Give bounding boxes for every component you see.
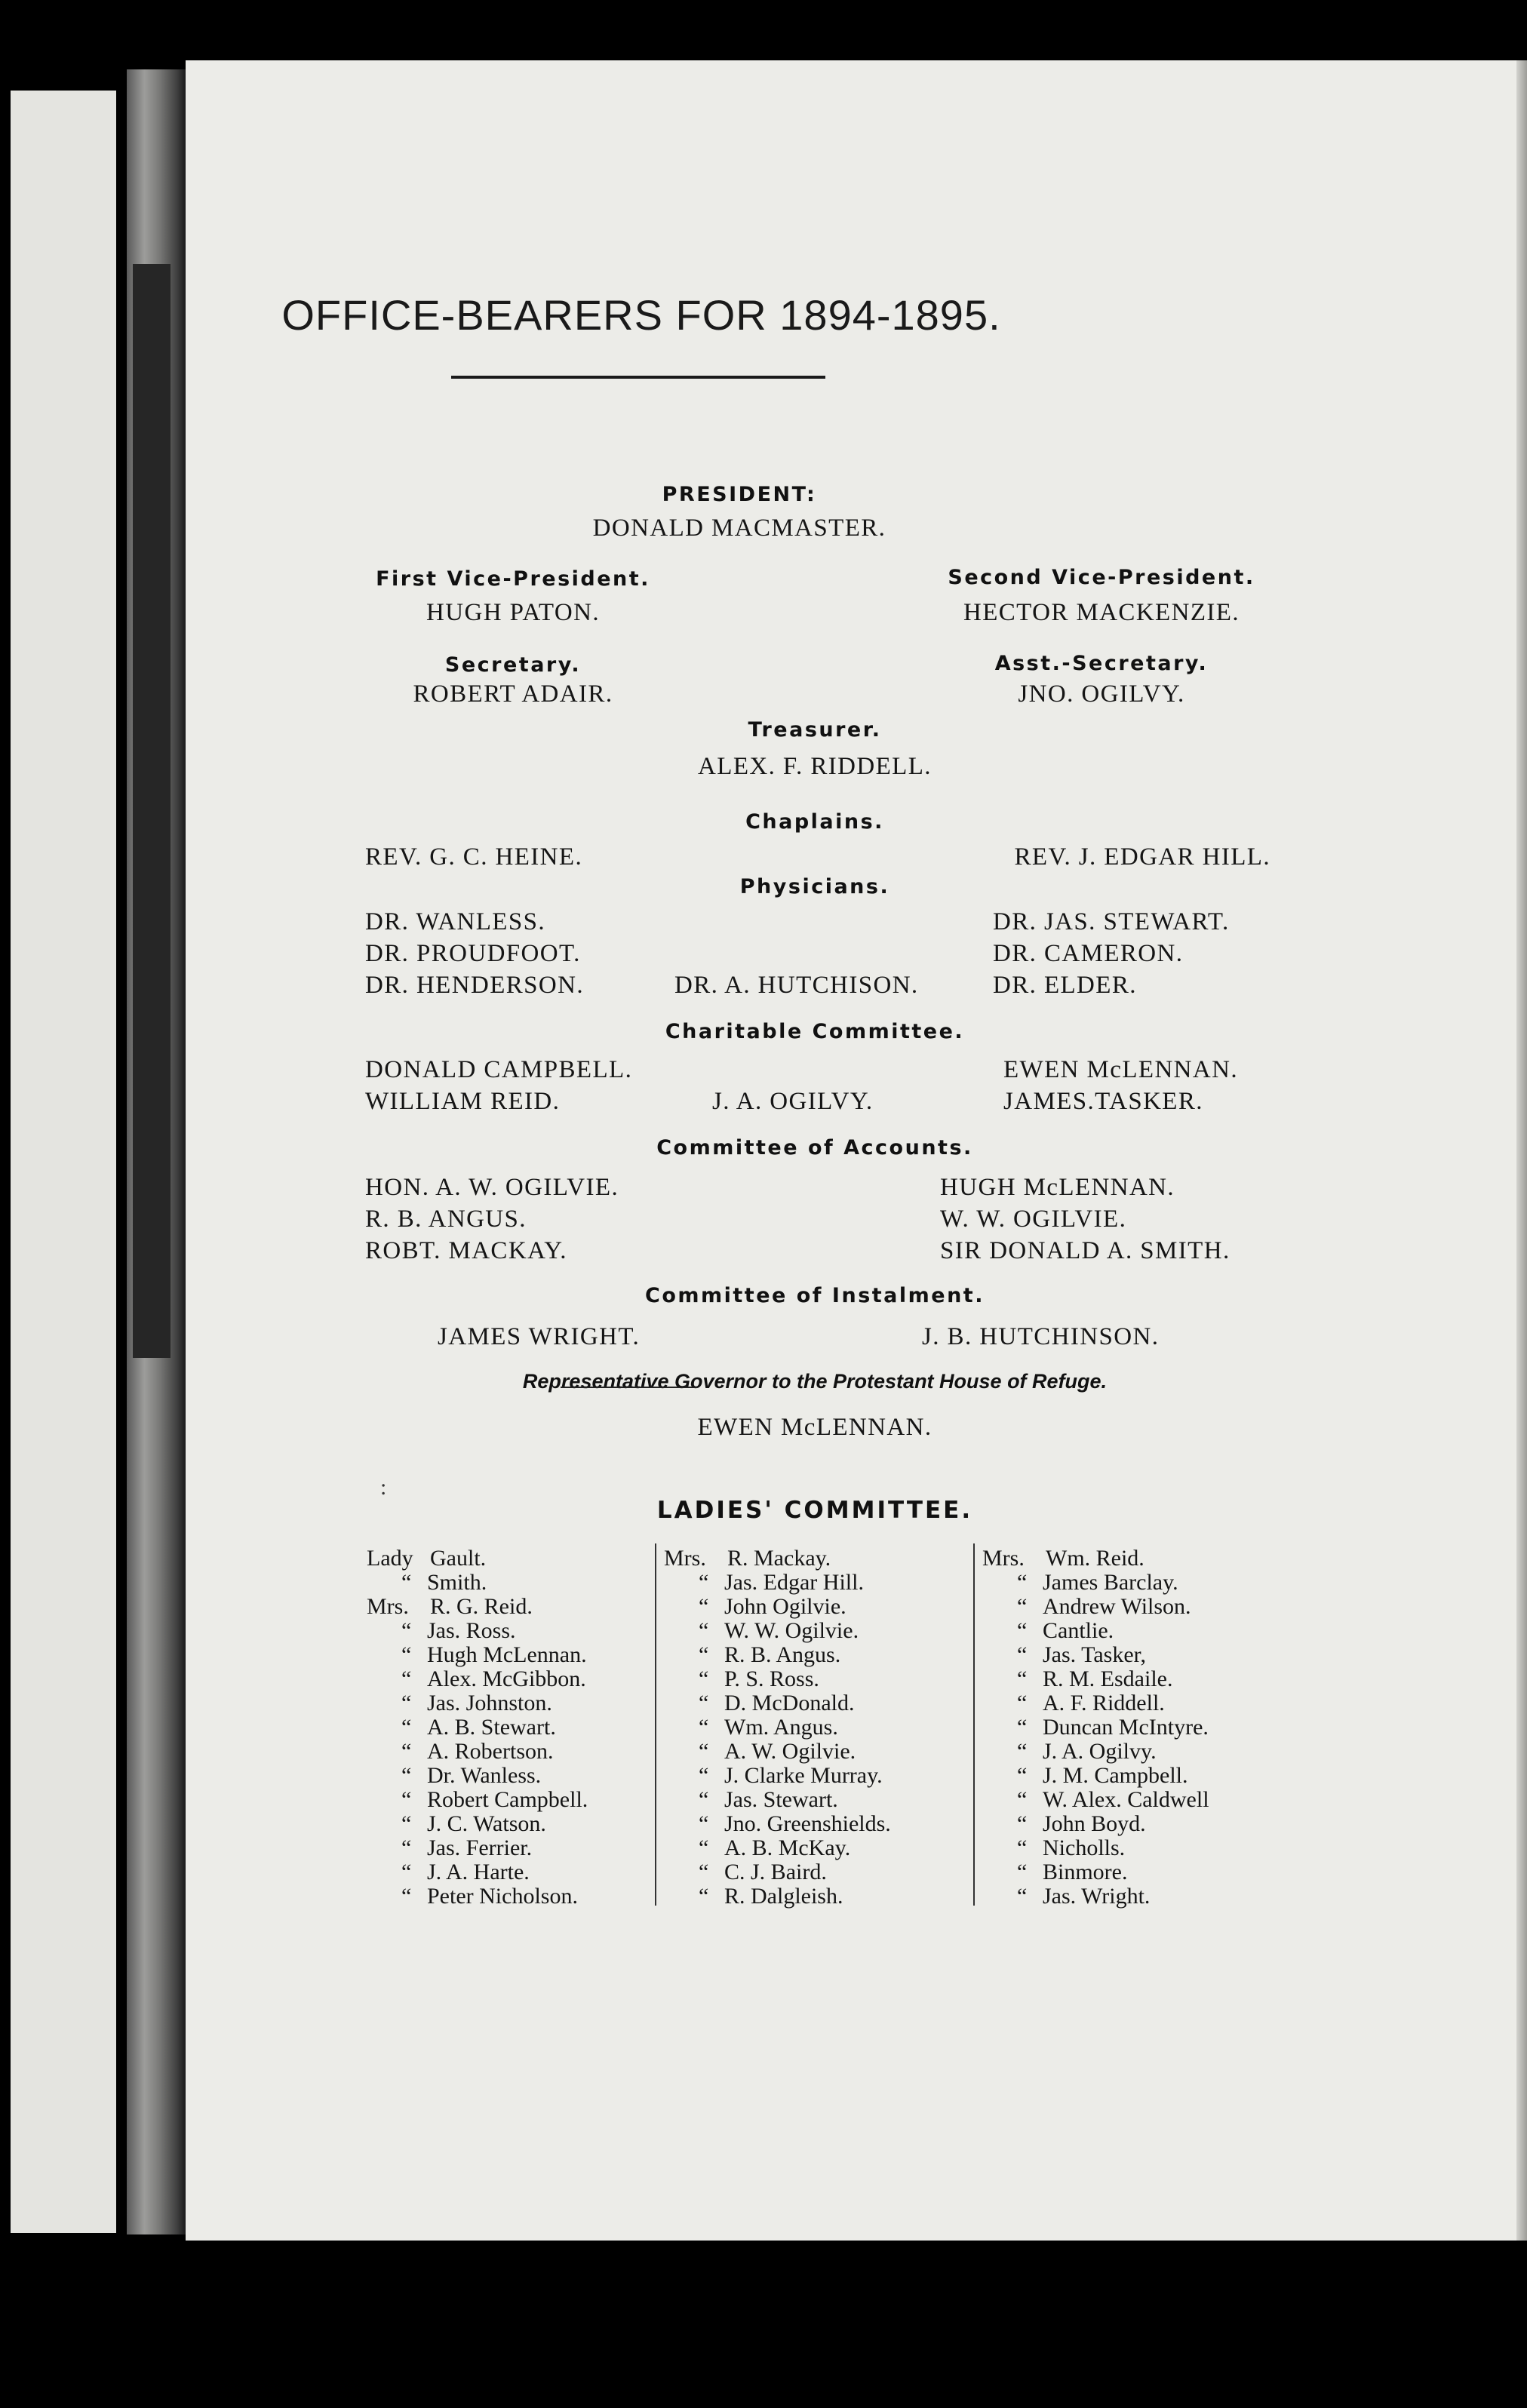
ladies-list-item	[982, 1595, 1209, 1619]
ditto-mark: “	[1017, 1860, 1028, 1884]
ladies-list-item	[664, 1667, 891, 1691]
accounts-right-1: HUGH McLENNAN.	[940, 1174, 1175, 1201]
physician-right-3: DR. ELDER.	[993, 972, 1137, 999]
accounts-left-3: ROBT. MACKAY.	[365, 1237, 567, 1264]
member-name: Jas. Johnston.	[427, 1691, 552, 1715]
ditto-mark: “	[401, 1835, 412, 1860]
ladies-list-item	[982, 1571, 1209, 1595]
ladies-list-item	[664, 1691, 891, 1715]
ladies-list-item	[982, 1546, 1209, 1571]
first-vice-president-heading: First Vice-President.	[376, 567, 650, 591]
member-name: J. M. Campbell.	[1043, 1763, 1188, 1788]
committee-of-accounts-heading: Committee of Accounts.	[656, 1136, 973, 1159]
ditto-mark: “	[1017, 1739, 1028, 1764]
ditto-mark: “	[1017, 1666, 1028, 1691]
representative-governor-heading: Representative Governor to the Protestant House of Refuge.	[522, 1370, 1108, 1393]
instalment-left: JAMES WRIGHT.	[438, 1323, 641, 1350]
ditto-mark: “	[699, 1835, 709, 1860]
member-name: James Barclay.	[1043, 1570, 1178, 1595]
representative-governor-name: EWEN McLENNAN.	[697, 1414, 932, 1441]
ladies-list-item	[982, 1715, 1209, 1740]
member-title: Mrs.	[982, 1546, 1025, 1571]
physician-left-1: DR. WANLESS.	[365, 908, 545, 935]
ladies-list-item	[982, 1740, 1209, 1764]
ladies-list-item	[982, 1619, 1209, 1643]
member-name: Wm. Reid.	[1046, 1546, 1144, 1571]
member-name: J. C. Watson.	[427, 1811, 546, 1836]
chaplain-right: REV. J. EDGAR HILL.	[1014, 843, 1270, 871]
ladies-list-item	[982, 1812, 1209, 1836]
member-name: Dr. Wanless.	[427, 1763, 542, 1788]
secretary-heading: Secretary.	[444, 653, 582, 677]
member-name: Jas. Tasker,	[1043, 1642, 1146, 1667]
ladies-list-item	[664, 1740, 891, 1764]
ditto-mark: “	[699, 1811, 709, 1836]
instalment-right: J. B. HUTCHINSON.	[922, 1323, 1160, 1350]
ladies-list-item	[367, 1595, 588, 1619]
spine-shadow	[133, 264, 171, 1358]
ditto-mark: “	[699, 1763, 709, 1788]
ladies-list-item	[367, 1860, 588, 1884]
ditto-mark: “	[1017, 1835, 1028, 1860]
second-vice-president-name: HECTOR MACKENZIE.	[963, 599, 1240, 626]
member-name: Jas. Stewart.	[724, 1787, 838, 1812]
adjacent-page-fragment	[11, 91, 116, 2233]
member-name: R. Mackay.	[727, 1546, 831, 1571]
member-name: Cantlie.	[1043, 1618, 1114, 1643]
member-name: A. B. McKay.	[724, 1835, 851, 1860]
accounts-right-3: SIR DONALD A. SMITH.	[940, 1237, 1231, 1264]
ladies-list-item	[367, 1788, 588, 1812]
committee-of-instalment-heading: Committee of Instalment.	[645, 1284, 985, 1307]
ditto-mark: “	[401, 1691, 412, 1715]
ladies-list-item	[367, 1546, 588, 1571]
physicians-heading: Physicians.	[739, 875, 890, 898]
physician-left-2: DR. PROUDFOOT.	[365, 940, 581, 967]
ditto-mark: “	[401, 1811, 412, 1836]
ditto-mark: “	[401, 1787, 412, 1812]
ditto-mark: “	[401, 1642, 412, 1667]
member-name: R. B. Angus.	[724, 1642, 841, 1667]
member-name: P. S. Ross.	[724, 1666, 819, 1691]
ladies-list-item	[982, 1643, 1209, 1667]
treasurer-name: ALEX. F. RIDDELL.	[698, 753, 932, 780]
page-right-edge	[1516, 60, 1527, 2241]
member-name: Duncan McIntyre.	[1043, 1715, 1209, 1740]
ditto-mark: “	[699, 1691, 709, 1715]
ladies-list-item	[367, 1619, 588, 1643]
ladies-list-item	[367, 1884, 588, 1909]
ditto-mark: “	[699, 1594, 709, 1619]
ladies-list-item	[664, 1836, 891, 1860]
section-ornament-rule	[561, 1387, 698, 1388]
ditto-mark: “	[401, 1739, 412, 1764]
member-name: A. W. Ogilvie.	[724, 1739, 856, 1764]
member-name: John Boyd.	[1043, 1811, 1146, 1836]
member-name: John Ogilvie.	[724, 1594, 846, 1619]
ladies-list-item	[982, 1667, 1209, 1691]
ladies-list-item	[982, 1788, 1209, 1812]
president-name: DONALD MACMASTER.	[592, 514, 886, 542]
ditto-mark: “	[401, 1884, 412, 1909]
ditto-mark: “	[1017, 1642, 1028, 1667]
ditto-mark: “	[401, 1570, 412, 1595]
ladies-column-3	[982, 1546, 1209, 1909]
ladies-list-item	[664, 1788, 891, 1812]
member-name: Andrew Wilson.	[1043, 1594, 1191, 1619]
treasurer-heading: Treasurer.	[748, 718, 882, 742]
ladies-list-item	[367, 1571, 588, 1595]
ladies-list-item	[367, 1812, 588, 1836]
second-vice-president-heading: Second Vice-President.	[948, 566, 1255, 589]
member-name: Smith.	[427, 1570, 487, 1595]
ladies-list-item	[664, 1860, 891, 1884]
member-name: Binmore.	[1043, 1860, 1128, 1884]
charitable-center: J. A. OGILVY.	[712, 1088, 874, 1115]
president-heading: PRESIDENT:	[662, 483, 817, 506]
ditto-mark: “	[1017, 1618, 1028, 1643]
charitable-committee-heading: Charitable Committee.	[665, 1020, 965, 1043]
column-divider	[655, 1543, 656, 1906]
member-name: Wm. Angus.	[724, 1715, 838, 1740]
asst-secretary-heading: Asst.-Secretary.	[994, 652, 1209, 675]
accounts-left-2: R. B. ANGUS.	[365, 1206, 527, 1233]
member-name: Jas. Ross.	[427, 1618, 516, 1643]
member-name: R. G. Reid.	[430, 1594, 533, 1619]
asst-secretary-name: JNO. OGILVY.	[1018, 680, 1185, 708]
chaplains-heading: Chaplains.	[745, 810, 884, 834]
member-name: J. A. Ogilvy.	[1043, 1739, 1157, 1764]
ladies-list-item	[982, 1764, 1209, 1788]
ladies-list-item	[664, 1715, 891, 1740]
ditto-mark: “	[401, 1763, 412, 1788]
ditto-mark: “	[401, 1860, 412, 1884]
member-name: Jas. Wright.	[1043, 1884, 1151, 1909]
ditto-mark: “	[401, 1666, 412, 1691]
physician-left-3: DR. HENDERSON.	[365, 972, 585, 999]
member-name: R. Dalgleish.	[724, 1884, 843, 1909]
ditto-mark: “	[1017, 1787, 1028, 1812]
ladies-list-item	[664, 1764, 891, 1788]
ladies-list-item	[982, 1691, 1209, 1715]
ditto-mark: “	[1017, 1811, 1028, 1836]
charitable-right-2: JAMES.TASKER.	[1003, 1088, 1203, 1115]
ladies-list-item	[664, 1619, 891, 1643]
physician-center: DR. A. HUTCHISON.	[674, 972, 919, 999]
charitable-right-1: EWEN McLENNAN.	[1003, 1056, 1239, 1083]
member-name: A. F. Riddell.	[1043, 1691, 1165, 1715]
ladies-list-item	[367, 1740, 588, 1764]
secretary-name: ROBERT ADAIR.	[413, 680, 613, 708]
member-name: Jas. Edgar Hill.	[724, 1570, 864, 1595]
ditto-mark: “	[1017, 1570, 1028, 1595]
accounts-left-1: HON. A. W. OGILVIE.	[365, 1174, 619, 1201]
member-name: Robert Campbell.	[427, 1787, 588, 1812]
member-name: D. McDonald.	[724, 1691, 855, 1715]
member-name: J. Clarke Murray.	[724, 1763, 883, 1788]
member-name: J. A. Harte.	[427, 1860, 530, 1884]
ditto-mark: “	[401, 1715, 412, 1740]
ladies-list-item	[664, 1812, 891, 1836]
ladies-list-item	[367, 1715, 588, 1740]
ladies-list-item	[982, 1884, 1209, 1909]
charitable-left-1: DONALD CAMPBELL.	[365, 1056, 633, 1083]
member-name: Alex. McGibbon.	[427, 1666, 586, 1691]
ditto-mark: “	[1017, 1594, 1028, 1619]
member-name: A. Robertson.	[427, 1739, 554, 1764]
member-name: A. B. Stewart.	[427, 1715, 556, 1740]
ladies-list-item	[982, 1836, 1209, 1860]
member-name: Jno. Greenshields.	[724, 1811, 891, 1836]
ladies-list-item	[664, 1643, 891, 1667]
member-title: Lady	[367, 1546, 413, 1571]
member-name: Nicholls.	[1043, 1835, 1126, 1860]
ladies-column-2	[664, 1546, 891, 1909]
ladies-list-item	[367, 1764, 588, 1788]
ladies-committee-heading: LADIES' COMMITTEE.	[656, 1497, 973, 1524]
ditto-mark: “	[699, 1666, 709, 1691]
ditto-mark: “	[401, 1618, 412, 1643]
ditto-mark: “	[699, 1642, 709, 1667]
physician-right-2: DR. CAMERON.	[993, 940, 1184, 967]
ladies-list-item	[664, 1884, 891, 1909]
member-name: Jas. Ferrier.	[427, 1835, 533, 1860]
ditto-mark: “	[699, 1570, 709, 1595]
column-divider	[973, 1543, 975, 1906]
first-vice-president-name: HUGH PATON.	[426, 599, 600, 626]
charitable-left-2: WILLIAM REID.	[365, 1088, 561, 1115]
ditto-mark: “	[699, 1715, 709, 1740]
member-title: Mrs.	[664, 1546, 706, 1571]
page-title: OFFICE-BEARERS FOR 1894-1895.	[281, 291, 1001, 339]
accounts-right-2: W. W. OGILVIE.	[940, 1206, 1127, 1233]
physician-right-1: DR. JAS. STEWART.	[993, 908, 1230, 935]
member-name: W. Alex. Caldwell	[1043, 1787, 1209, 1812]
ditto-mark: “	[699, 1787, 709, 1812]
ladies-column-1	[367, 1546, 588, 1909]
ladies-list-item	[664, 1546, 891, 1571]
member-name: Gault.	[430, 1546, 487, 1571]
ditto-mark: “	[699, 1618, 709, 1643]
ladies-list-item	[367, 1643, 588, 1667]
ditto-mark: “	[699, 1884, 709, 1909]
ladies-list-item	[367, 1691, 588, 1715]
member-name: W. W. Ogilvie.	[724, 1618, 859, 1643]
ditto-mark: “	[699, 1860, 709, 1884]
member-name: R. M. Esdaile.	[1043, 1666, 1173, 1691]
ladies-list-item	[367, 1667, 588, 1691]
ditto-mark: “	[699, 1739, 709, 1764]
member-name: Hugh McLennan.	[427, 1642, 587, 1667]
ladies-list-item	[982, 1860, 1209, 1884]
ditto-mark: “	[1017, 1691, 1028, 1715]
ditto-mark: “	[1017, 1763, 1028, 1788]
ladies-list-item	[664, 1595, 891, 1619]
ladies-list-item	[367, 1836, 588, 1860]
member-title: Mrs.	[367, 1594, 409, 1619]
title-rule	[451, 376, 825, 379]
member-name: C. J. Baird.	[724, 1860, 827, 1884]
ditto-mark: “	[1017, 1884, 1028, 1909]
member-name: Peter Nicholson.	[427, 1884, 578, 1909]
stray-mark: :	[380, 1475, 387, 1500]
ladies-list-item	[664, 1571, 891, 1595]
ditto-mark: “	[1017, 1715, 1028, 1740]
chaplain-left: REV. G. C. HEINE.	[365, 843, 583, 871]
